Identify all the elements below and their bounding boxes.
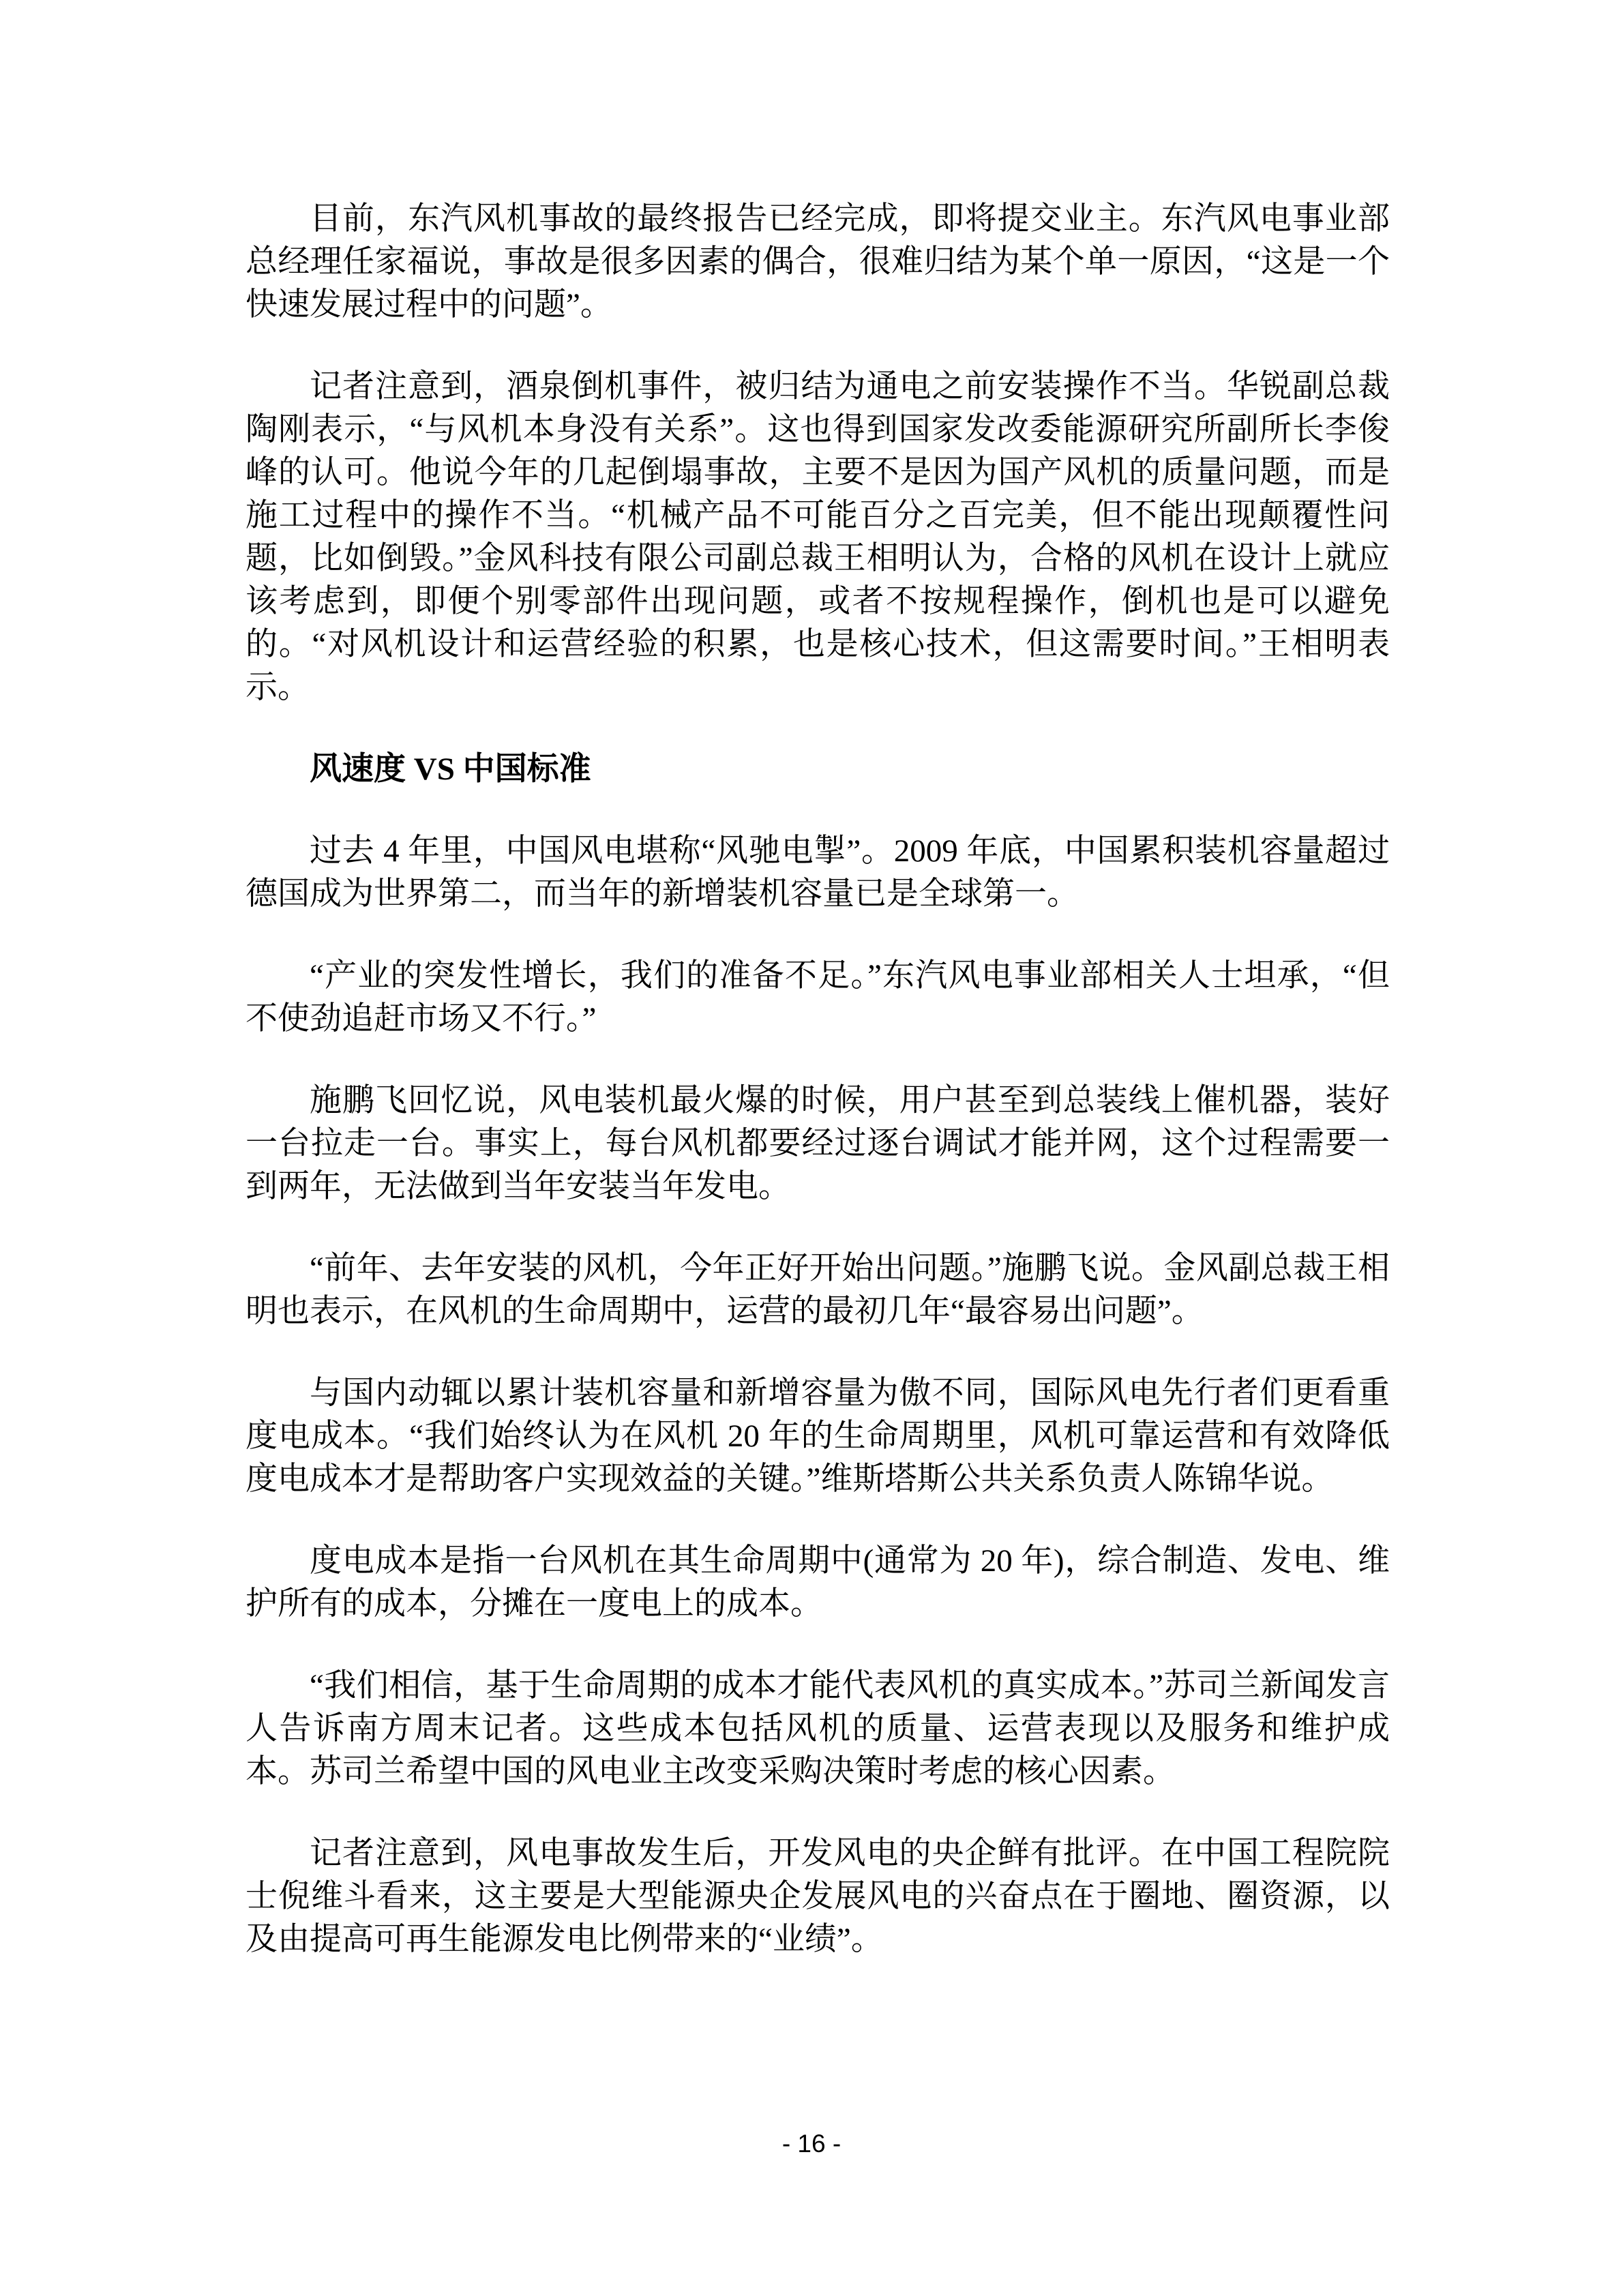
section-heading: 风速度 VS 中国标准 [310,751,591,787]
page-number: - 16 - [781,2130,842,2158]
paragraph-7: 与国内动辄以累计装机容量和新增容量为傲不同，国际风电先行者们更看重度电成本。“我们始终认为在风机 20 年的生命周期里，风机可靠运营和有效降低度电成本才是帮助客户实现效益的关键。”维斯塔斯公共关系负责人陈锦华说。 [245,1375,1390,1497]
paragraph-8: 度电成本是指一台风机在其生命周期中(通常为 20 年)，综合制造、发电、维护所有的成本，分摊在一度电上的成本。 [245,1543,1390,1622]
paragraph-9: “我们相信，基于生命周期的成本才能代表风机的真实成本。”苏司兰新闻发言人告诉南方周末记者。这些成本包括风机的质量、运营表现以及服务和维护成本。苏司兰希望中国的风电业主改变采购决策时考虑的核心因素。 [245,1668,1390,1789]
paragraph-4: “产业的突发性增长，我们的准备不足。”东汽风电事业部相关人士坦承，“但不使劲追赶市场又不行。” [245,958,1390,1037]
page-footer [0,2129,1623,2159]
paragraph-1: 目前，东汽风机事故的最终报告已经完成，即将提交业主。东汽风电事业部总经理任家福说，事故是很多因素的偶合，很难归结为某个单一原因，“这是一个快速发展过程中的问题”。 [245,201,1390,323]
paragraph-6: “前年、去年安装的风机，今年正好开始出问题。”施鹏飞说。金风副总裁王相明也表示，在风机的生命周期中，运营的最初几年“最容易出问题”。 [245,1251,1390,1329]
paragraph-5: 施鹏飞回忆说，风电装机最火爆的时候，用户甚至到总装线上催机器，装好一台拉走一台。事实上，每台风机都要经过逐台调试才能并网，这个过程需要一到两年，无法做到当年安装当年发电。 [245,1083,1390,1204]
page-body [245,198,1390,2000]
paragraph-10: 记者注意到，风电事故发生后，开发风电的央企鲜有批评。在中国工程院院士倪维斗看来，这主要是大型能源央企发展风电的兴奋点在于圈地、圈资源，以及由提高可再生能源发电比例带来的“业绩”。 [245,1836,1390,1957]
paragraph-3: 过去 4 年里，中国风电堪称“风驰电掣”。2009 年底，中国累积装机容量超过德国成为世界第二，而当年的新增装机容量已是全球第一。 [245,833,1390,912]
paragraph-2: 记者注意到，酒泉倒机事件，被归结为通电之前安装操作不当。华锐副总裁陶刚表示，“与风机本身没有关系”。这也得到国家发改委能源研究所副所长李俊峰的认可。他说今年的几起倒塌事故，主要不是因为国产风机的质量问题，而是施工过程中的操作不当。“机械产品不可能百分之百完美，但不能出现颠覆性问题，比如倒毁。”金风科技有限公司副总裁王相明认为，合格的风机在设计上就应该考虑到，即便个别零部件出现问题，或者不按规程操作，倒机也是可以避免的。“对风机设计和运营经验的积累，也是核心技术，但这需要时间。”王相明表示。 [245,369,1390,705]
